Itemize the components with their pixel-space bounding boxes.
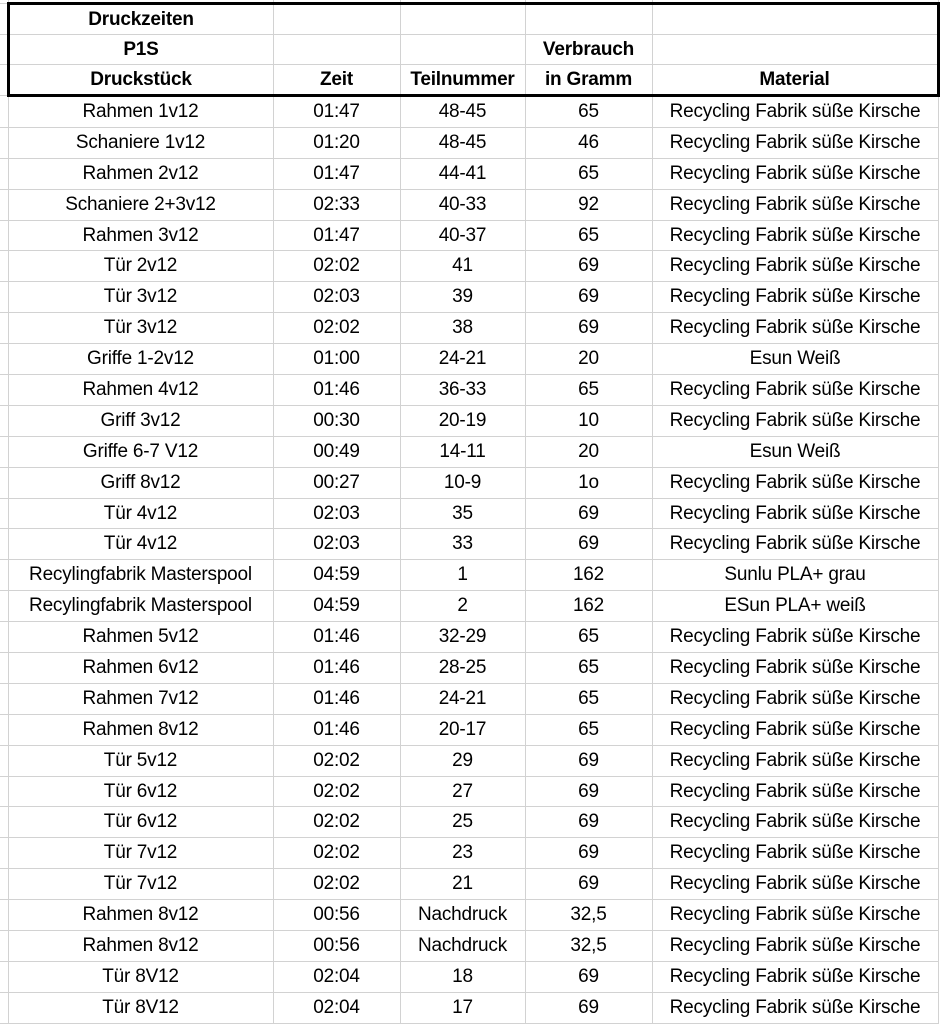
- cell-verbrauch: 65: [525, 158, 652, 189]
- cell-teilnummer: 21: [400, 869, 525, 900]
- cell-zeit: 00:49: [273, 436, 400, 467]
- cell-zeit: 01:00: [273, 344, 400, 375]
- cell-verbrauch: 46: [525, 127, 652, 158]
- grid-margin-cell: [0, 344, 8, 375]
- cell-zeit: 01:47: [273, 158, 400, 189]
- table-row: [0, 189, 938, 220]
- table-row: [0, 220, 938, 251]
- table-row: [0, 405, 938, 436]
- cell-teilnummer: Nachdruck: [400, 931, 525, 962]
- table-header: [0, 0, 938, 96]
- column-header-row: [0, 65, 938, 96]
- cell-teilnummer: 40-37: [400, 220, 525, 251]
- grid-margin-cell: [0, 776, 8, 807]
- grid-margin-cell: [0, 591, 8, 622]
- table-row: [0, 992, 938, 1023]
- cell-material: Recycling Fabrik süße Kirsche: [652, 683, 938, 714]
- cell-teilnummer: 38: [400, 313, 525, 344]
- cell-verbrauch: 69: [525, 838, 652, 869]
- cell-druckstueck: Tür 5v12: [8, 745, 273, 776]
- table-row: [0, 467, 938, 498]
- cell-druckstueck: Rahmen 6v12: [8, 653, 273, 684]
- cell-material: Recycling Fabrik süße Kirsche: [652, 992, 938, 1023]
- cell-teilnummer: 14-11: [400, 436, 525, 467]
- table-row: [0, 900, 938, 931]
- cell-druckstueck: Tür 8V12: [8, 992, 273, 1023]
- cell-teilnummer: 25: [400, 807, 525, 838]
- cell-material: Recycling Fabrik süße Kirsche: [652, 714, 938, 745]
- cell-verbrauch: 162: [525, 591, 652, 622]
- grid-margin-cell: [0, 714, 8, 745]
- table-row: [0, 807, 938, 838]
- table-row: [0, 96, 938, 128]
- cell-material: Recycling Fabrik süße Kirsche: [652, 838, 938, 869]
- table-body: [0, 96, 938, 1024]
- column-header-in-gramm: in Gramm: [525, 65, 652, 96]
- cell-zeit: 01:47: [273, 220, 400, 251]
- cell-druckstueck: Tür 6v12: [8, 776, 273, 807]
- cell-material: Recycling Fabrik süße Kirsche: [652, 961, 938, 992]
- cell-material: ESun PLA+ weiß: [652, 591, 938, 622]
- grid-margin-cell: [0, 653, 8, 684]
- cell-druckstueck: Recylingfabrik Masterspool: [8, 560, 273, 591]
- cell-teilnummer: 23: [400, 838, 525, 869]
- cell-verbrauch: 69: [525, 529, 652, 560]
- cell-teilnummer: 48-45: [400, 127, 525, 158]
- empty-header-cell: [400, 4, 525, 35]
- cell-zeit: 02:03: [273, 498, 400, 529]
- cell-verbrauch: 69: [525, 498, 652, 529]
- cell-druckstueck: Griff 3v12: [8, 405, 273, 436]
- table-row: [0, 127, 938, 158]
- cell-material: Recycling Fabrik süße Kirsche: [652, 869, 938, 900]
- printer-name-cell: P1S: [8, 35, 273, 65]
- grid-margin-cell: [0, 467, 8, 498]
- column-header-teilnummer: Teilnummer: [400, 65, 525, 96]
- cell-druckstueck: Schaniere 2+3v12: [8, 189, 273, 220]
- table-row: [0, 838, 938, 869]
- table-row: [0, 869, 938, 900]
- grid-margin-cell: [0, 405, 8, 436]
- grid-margin-cell: [0, 931, 8, 962]
- grid-margin-cell: [0, 869, 8, 900]
- cell-verbrauch: 92: [525, 189, 652, 220]
- empty-header-cell: [273, 35, 400, 65]
- table-row: [0, 498, 938, 529]
- cell-zeit: 02:02: [273, 838, 400, 869]
- cell-verbrauch: 1o: [525, 467, 652, 498]
- cell-teilnummer: 36-33: [400, 375, 525, 406]
- cell-druckstueck: Tür 3v12: [8, 282, 273, 313]
- empty-header-cell: [273, 4, 400, 35]
- table-row: [0, 776, 938, 807]
- grid-margin-cell: [0, 900, 8, 931]
- cell-teilnummer: 48-45: [400, 96, 525, 128]
- cell-verbrauch: 32,5: [525, 900, 652, 931]
- cell-zeit: 02:02: [273, 745, 400, 776]
- table-row: [0, 375, 938, 406]
- cell-verbrauch: 65: [525, 220, 652, 251]
- cell-druckstueck: Tür 2v12: [8, 251, 273, 282]
- cell-teilnummer: Nachdruck: [400, 900, 525, 931]
- cell-material: Recycling Fabrik süße Kirsche: [652, 776, 938, 807]
- cell-zeit: 00:27: [273, 467, 400, 498]
- cell-teilnummer: 39: [400, 282, 525, 313]
- cell-teilnummer: 1: [400, 560, 525, 591]
- grid-margin-cell: [0, 961, 8, 992]
- cell-verbrauch: 69: [525, 251, 652, 282]
- grid-margin-cell: [0, 251, 8, 282]
- cell-material: Recycling Fabrik süße Kirsche: [652, 529, 938, 560]
- cell-druckstueck: Rahmen 7v12: [8, 683, 273, 714]
- cell-druckstueck: Rahmen 8v12: [8, 714, 273, 745]
- cell-zeit: 04:59: [273, 591, 400, 622]
- grid-margin-cell: [0, 127, 8, 158]
- header-subtitle-row: [0, 35, 938, 65]
- cell-verbrauch: 65: [525, 714, 652, 745]
- cell-material: Recycling Fabrik süße Kirsche: [652, 498, 938, 529]
- cell-zeit: 02:03: [273, 529, 400, 560]
- cell-material: Recycling Fabrik süße Kirsche: [652, 900, 938, 931]
- cell-zeit: 02:02: [273, 251, 400, 282]
- cell-teilnummer: 20-19: [400, 405, 525, 436]
- grid-margin-cell: [0, 35, 8, 65]
- column-header-druckstueck: Druckstück: [8, 65, 273, 96]
- cell-material: Recycling Fabrik süße Kirsche: [652, 745, 938, 776]
- grid-margin-cell: [0, 683, 8, 714]
- cell-druckstueck: Tür 7v12: [8, 869, 273, 900]
- grid-margin-cell: [0, 158, 8, 189]
- cell-material: Recycling Fabrik süße Kirsche: [652, 158, 938, 189]
- cell-druckstueck: Griffe 1-2v12: [8, 344, 273, 375]
- cell-teilnummer: 10-9: [400, 467, 525, 498]
- cell-druckstueck: Tür 6v12: [8, 807, 273, 838]
- grid-margin-cell: [0, 807, 8, 838]
- table-title-cell: Druckzeiten: [8, 4, 273, 35]
- cell-verbrauch: 65: [525, 622, 652, 653]
- cell-zeit: 01:46: [273, 683, 400, 714]
- grid-margin-cell: [0, 838, 8, 869]
- cell-zeit: 02:04: [273, 992, 400, 1023]
- table-row: [0, 745, 938, 776]
- cell-zeit: 04:59: [273, 560, 400, 591]
- grid-margin-cell: [0, 4, 8, 35]
- grid-margin-cell: [0, 189, 8, 220]
- table-row: [0, 560, 938, 591]
- cell-verbrauch: 65: [525, 96, 652, 128]
- cell-druckstueck: Rahmen 1v12: [8, 96, 273, 128]
- table-row: [0, 436, 938, 467]
- cell-zeit: 01:46: [273, 375, 400, 406]
- cell-zeit: 02:04: [273, 961, 400, 992]
- cell-zeit: 02:02: [273, 313, 400, 344]
- cell-material: Recycling Fabrik süße Kirsche: [652, 375, 938, 406]
- cell-material: Recycling Fabrik süße Kirsche: [652, 282, 938, 313]
- empty-header-cell: [652, 35, 938, 65]
- cell-druckstueck: Rahmen 5v12: [8, 622, 273, 653]
- cell-verbrauch: 69: [525, 961, 652, 992]
- cell-teilnummer: 20-17: [400, 714, 525, 745]
- cell-verbrauch: 69: [525, 745, 652, 776]
- table-row: [0, 961, 938, 992]
- cell-verbrauch: 20: [525, 436, 652, 467]
- table-row: [0, 653, 938, 684]
- grid-margin-cell: [0, 560, 8, 591]
- cell-druckstueck: Tür 4v12: [8, 529, 273, 560]
- empty-header-cell: [400, 35, 525, 65]
- cell-zeit: 02:02: [273, 807, 400, 838]
- cell-material: Recycling Fabrik süße Kirsche: [652, 220, 938, 251]
- cell-verbrauch: 69: [525, 313, 652, 344]
- cell-zeit: 00:56: [273, 900, 400, 931]
- cell-druckstueck: Rahmen 3v12: [8, 220, 273, 251]
- cell-druckstueck: Rahmen 2v12: [8, 158, 273, 189]
- table-row: [0, 591, 938, 622]
- cell-teilnummer: 33: [400, 529, 525, 560]
- grid-margin-cell: [0, 745, 8, 776]
- cell-zeit: 01:46: [273, 622, 400, 653]
- grid-margin-cell: [0, 65, 8, 96]
- cell-zeit: 02:03: [273, 282, 400, 313]
- header-title-row: [0, 4, 938, 35]
- cell-material: Recycling Fabrik süße Kirsche: [652, 467, 938, 498]
- cell-zeit: 02:02: [273, 776, 400, 807]
- cell-material: Recycling Fabrik süße Kirsche: [652, 189, 938, 220]
- cell-material: Recycling Fabrik süße Kirsche: [652, 931, 938, 962]
- grid-margin-cell: [0, 282, 8, 313]
- cell-material: Esun Weiß: [652, 344, 938, 375]
- cell-teilnummer: 40-33: [400, 189, 525, 220]
- cell-zeit: 01:46: [273, 714, 400, 745]
- cell-material: Recycling Fabrik süße Kirsche: [652, 622, 938, 653]
- cell-teilnummer: 27: [400, 776, 525, 807]
- cell-teilnummer: 2: [400, 591, 525, 622]
- cell-material: Recycling Fabrik süße Kirsche: [652, 313, 938, 344]
- grid-margin-cell: [0, 313, 8, 344]
- grid-margin-cell: [0, 436, 8, 467]
- column-header-zeit: Zeit: [273, 65, 400, 96]
- cell-material: Recycling Fabrik süße Kirsche: [652, 96, 938, 128]
- cell-druckstueck: Rahmen 8v12: [8, 900, 273, 931]
- cell-druckstueck: Tür 4v12: [8, 498, 273, 529]
- cell-teilnummer: 24-21: [400, 344, 525, 375]
- cell-teilnummer: 32-29: [400, 622, 525, 653]
- grid-margin-cell: [0, 220, 8, 251]
- cell-zeit: 00:56: [273, 931, 400, 962]
- cell-druckstueck: Tür 8V12: [8, 961, 273, 992]
- cell-druckstueck: Rahmen 8v12: [8, 931, 273, 962]
- table-row: [0, 282, 938, 313]
- cell-material: Recycling Fabrik süße Kirsche: [652, 251, 938, 282]
- cell-verbrauch: 162: [525, 560, 652, 591]
- cell-teilnummer: 28-25: [400, 653, 525, 684]
- grid-margin-cell: [0, 375, 8, 406]
- cell-material: Recycling Fabrik süße Kirsche: [652, 127, 938, 158]
- table-row: [0, 931, 938, 962]
- grid-margin-cell: [0, 529, 8, 560]
- grid-margin-cell: [0, 96, 8, 128]
- empty-header-cell: [525, 4, 652, 35]
- table-row: [0, 529, 938, 560]
- cell-druckstueck: Griffe 6-7 V12: [8, 436, 273, 467]
- empty-header-cell: [652, 4, 938, 35]
- cell-teilnummer: 24-21: [400, 683, 525, 714]
- cell-verbrauch: 69: [525, 282, 652, 313]
- grid-margin-cell: [0, 498, 8, 529]
- cell-teilnummer: 41: [400, 251, 525, 282]
- cell-druckstueck: Recylingfabrik Masterspool: [8, 591, 273, 622]
- cell-teilnummer: 18: [400, 961, 525, 992]
- cell-teilnummer: 35: [400, 498, 525, 529]
- table-row: [0, 622, 938, 653]
- cell-verbrauch: 32,5: [525, 931, 652, 962]
- cell-druckstueck: Rahmen 4v12: [8, 375, 273, 406]
- cell-zeit: 00:30: [273, 405, 400, 436]
- cell-zeit: 01:20: [273, 127, 400, 158]
- cell-verbrauch: 10: [525, 405, 652, 436]
- column-header-material: Material: [652, 65, 938, 96]
- verbrauch-label-cell: Verbrauch: [525, 35, 652, 65]
- cell-verbrauch: 65: [525, 683, 652, 714]
- table-row: [0, 344, 938, 375]
- cell-teilnummer: 29: [400, 745, 525, 776]
- grid-margin-cell: [0, 622, 8, 653]
- cell-verbrauch: 69: [525, 807, 652, 838]
- table-row: [0, 313, 938, 344]
- cell-druckstueck: Tür 3v12: [8, 313, 273, 344]
- cell-zeit: 02:33: [273, 189, 400, 220]
- table-row: [0, 714, 938, 745]
- table-row: [0, 251, 938, 282]
- cell-zeit: 01:47: [273, 96, 400, 128]
- cell-verbrauch: 69: [525, 776, 652, 807]
- cell-druckstueck: Schaniere 1v12: [8, 127, 273, 158]
- cell-verbrauch: 69: [525, 992, 652, 1023]
- cell-verbrauch: 65: [525, 375, 652, 406]
- table-row: [0, 158, 938, 189]
- cell-material: Sunlu PLA+ grau: [652, 560, 938, 591]
- cell-teilnummer: 17: [400, 992, 525, 1023]
- cell-zeit: 02:02: [273, 869, 400, 900]
- cell-verbrauch: 65: [525, 653, 652, 684]
- cell-zeit: 01:46: [273, 653, 400, 684]
- table-row: [0, 683, 938, 714]
- cell-druckstueck: Tür 7v12: [8, 838, 273, 869]
- cell-material: Recycling Fabrik süße Kirsche: [652, 807, 938, 838]
- cell-material: Esun Weiß: [652, 436, 938, 467]
- grid-margin-cell: [0, 992, 8, 1023]
- cell-verbrauch: 69: [525, 869, 652, 900]
- cell-verbrauch: 20: [525, 344, 652, 375]
- cell-teilnummer: 44-41: [400, 158, 525, 189]
- cell-material: Recycling Fabrik süße Kirsche: [652, 405, 938, 436]
- cell-druckstueck: Griff 8v12: [8, 467, 273, 498]
- cell-material: Recycling Fabrik süße Kirsche: [652, 653, 938, 684]
